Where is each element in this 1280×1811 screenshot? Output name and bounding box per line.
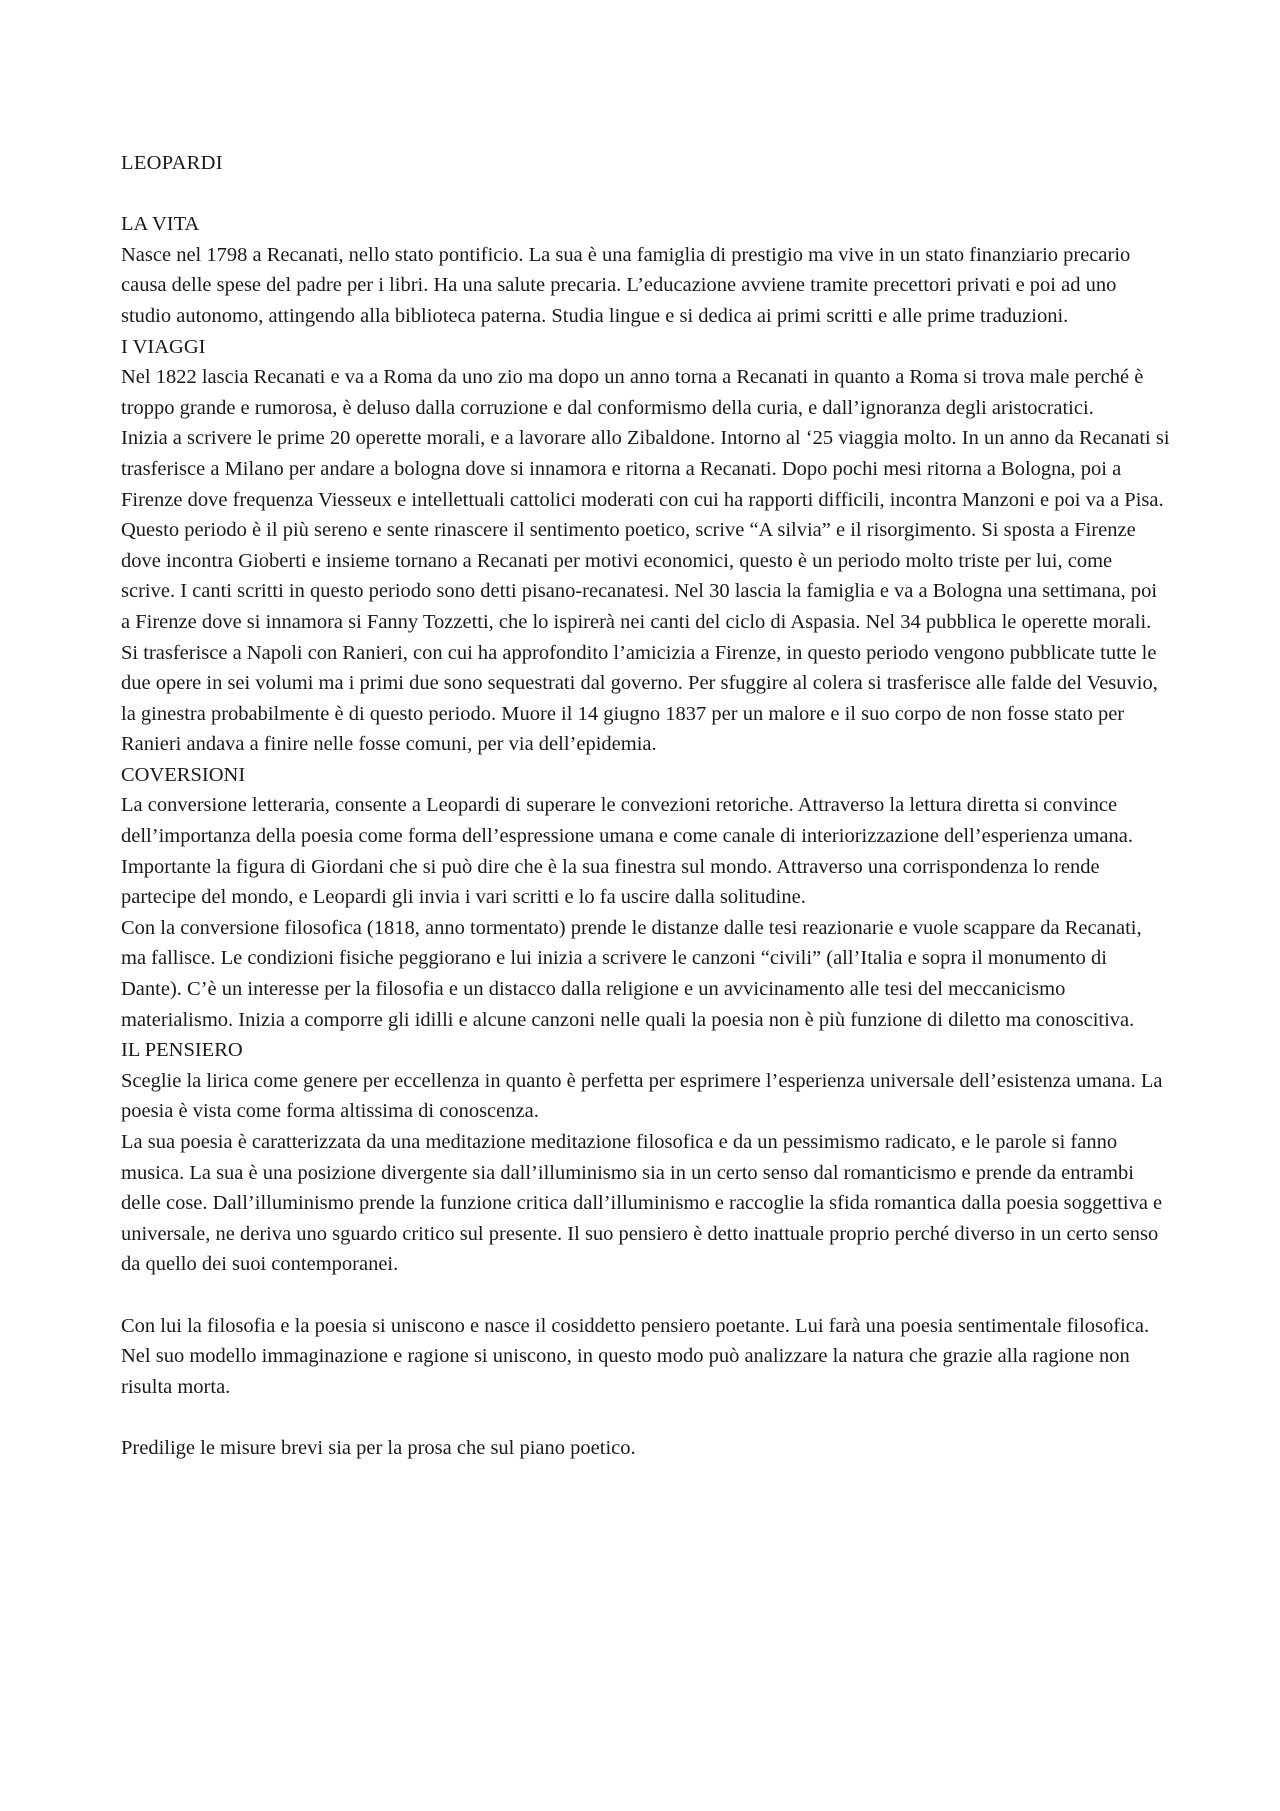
paragraph-viaggi-2: Inizia a scrivere le prime 20 operette morali, e a lavorare allo Zibaldone. Intorno al ‘25 viaggia molto. In un anno da Recanati si trasferisce a Milano per andare a bologna dove si innamora e ritorna a Recanati. Dopo pochi mesi ritorna a Bologna, poi a Firenze dove frequenza Viesseux e intellettuali cattolici moderati con cui ha rapporti difficili, incontra Manzoni e poi va a Pisa. Questo periodo è il più sereno e sente rinascere il sentimento poetico, scrive “A silvia” e il risorgimento. Si sposta a Firenze dove incontra Gioberti e insieme tornano a Recanati per motivi economici, questo è un periodo molto triste per lui, come scrive. I canti scritti in questo periodo sono detti pisano-recanatesi. Nel 30 lascia la famiglia e va a Bologna una settimana, poi a Firenze dove si innamora si Fanny Tozzetti, che lo ispirerà nei canti del ciclo di Aspasia. Nel 34 pubblica le operette morali. Si trasferisce a Napoli con Ranieri, con cui ha approfondito l’amicizia a Firenze, in questo periodo vengono pubblicate tutte le due opere in sei volumi ma i primi due sono sequestrati dal governo. Per sfuggire al colera si trasferisce alle falde del Vesuvio, la ginestra probabilmente è di questo periodo. Muore il 14 giugno 1837 per un malore e il suo corpo de non fosse stato per Ranieri andava a finire nelle fosse comuni, per via dell’epidemia. <box>121 427 1170 756</box>
section-heading-vita: LA VITA <box>121 213 200 236</box>
paragraph-conversioni-2: Importante la figura di Giordani che si può dire che è la sua finestra sul mondo. Attraverso una corrispondenza lo rende partecipe del mondo, e Leopardi gli invia i vari scritti e lo fa uscire dalla solitudine. <box>121 855 1100 909</box>
paragraph-pensiero-1: Sceglie la lirica come genere per eccellenza in quanto è perfetta per esprimere l’esperienza universale dell’esistenza umana. La poesia è vista come forma altissima di conoscenza. <box>121 1069 1163 1123</box>
document-page <box>121 148 1171 1464</box>
paragraph-pensiero-4: Predilige le misure brevi sia per la prosa che sul piano poetico. <box>121 1436 636 1459</box>
section-heading-conversioni: COVERSIONI <box>121 763 246 786</box>
paragraph-vita-1: Nasce nel 1798 a Recanati, nello stato pontificio. La sua è una famiglia di prestigio ma vive in un stato finanziario precario causa delle spese del padre per i libri. Ha una salute precaria. L’educazione avviene tramite precettori privati e poi ad uno studio autonomo, attingendo alla biblioteca paterna. Studia lingue e si dedica ai primi scritti e alle prime traduzioni. <box>121 243 1131 327</box>
section-heading-viaggi: I VIAGGI <box>121 335 206 358</box>
paragraph-spacer <box>121 1402 1171 1433</box>
section-heading-pensiero: IL PENSIERO <box>121 1039 243 1062</box>
paragraph-viaggi-1: Nel 1822 lascia Recanati e va a Roma da uno zio ma dopo un anno torna a Recanati in quanto a Roma si trova male perché è troppo grande e rumorosa, è deluso dalla corruzione e dal conformismo della curia, e dall’ignoranza degli aristocratici. <box>121 366 1144 419</box>
paragraph-conversioni-1: La conversione letteraria, consente a Leopardi di superare le convezioni retoriche. Attraverso la lettura diretta si convince dell’importanza della poesia come forma dell’espressione umana e come canale di interiorizzazione dell’esperienza umana. <box>121 794 1133 848</box>
paragraph-pensiero-2: La sua poesia è caratterizzata da una meditazione meditazione filosofica e da un pessimismo radicato, e le parole si fanno musica. La sua è una posizione divergente sia dall’illuminismo sia in un certo senso dal romanticismo e prende da entrambi delle cose. Dall’illuminismo prende la funzione critica dall’illuminismo e raccoglie la sfida romantica dalla poesia soggettiva e universale, ne deriva uno sguardo critico sul presente. Il suo pensiero è detto inattuale proprio perché diverso in un certo senso da quello dei suoi contemporanei. <box>121 1131 1163 1276</box>
document-title: LEOPARDI <box>121 152 223 174</box>
paragraph-spacer <box>121 1280 1171 1311</box>
paragraph-pensiero-3: Con lui la filosofia e la poesia si uniscono e nasce il cosiddetto pensiero poetante. Lui farà una poesia sentimentale filosofica. Nel suo modello immaginazione e ragione si uniscono, in questo modo può analizzare la natura che grazie alla ragione non risulta morta. <box>121 1314 1150 1398</box>
paragraph-conversioni-3: Con la conversione filosofica (1818, anno tormentato) prende le distanze dalle tesi reazionarie e vuole scappare da Recanati, ma fallisce. Le condizioni fisiche peggiorano e lui inizia a scrivere le canzoni “civili” (all’Italia e sopra il monumento di Dante). C’è un interesse per la filosofia e un distacco dalla religione e un avvicinamento alle tesi del meccanicismo materialismo. Inizia a comporre gli idilli e alcune canzoni nelle quali la poesia non è più funzione di diletto ma conoscitiva. <box>121 916 1142 1031</box>
